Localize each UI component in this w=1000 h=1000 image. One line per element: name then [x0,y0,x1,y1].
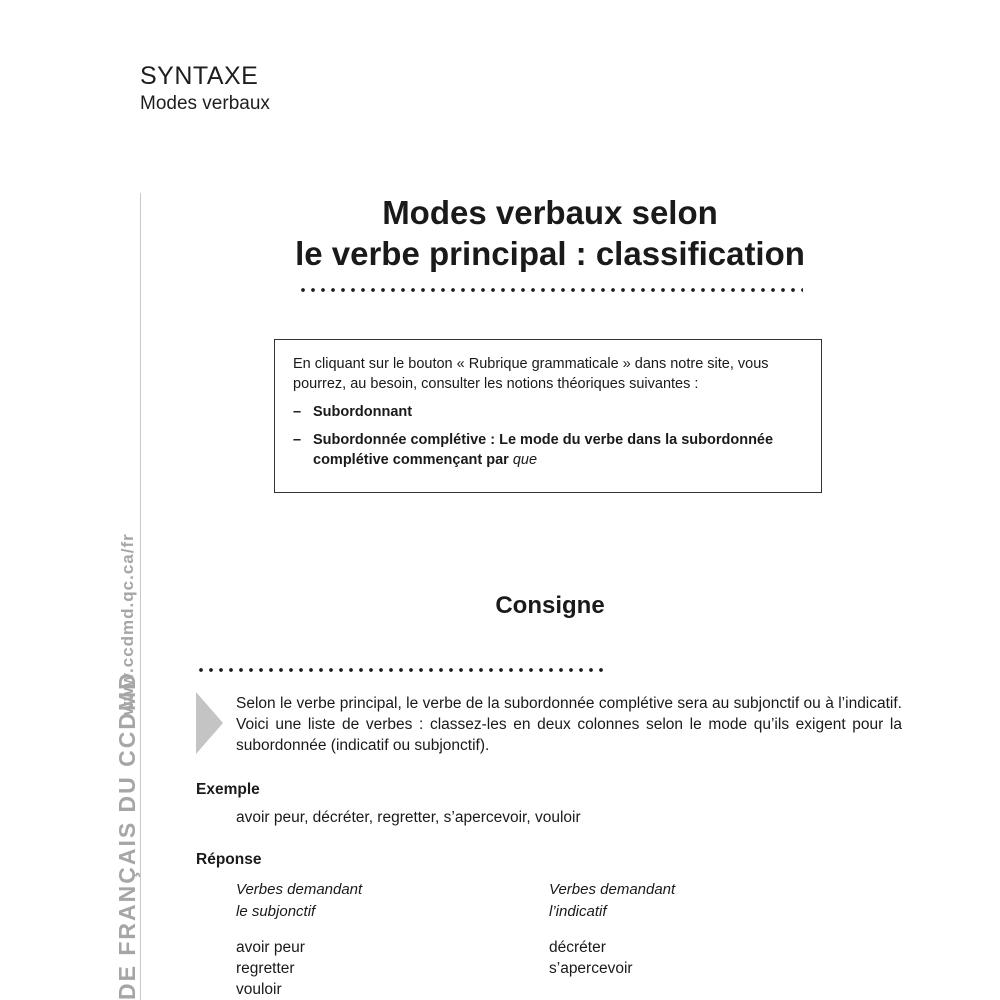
answer-column-heading-subjonctif [236,879,456,923]
notice-intro: En cliquant sur le bouton « Rubrique grammaticale » dans notre site, vous pourrez, au besoin, consulter les notions théoriques suivantes : [293,356,769,392]
list-item: regretter [236,960,295,977]
list-item: vouloir [236,981,282,998]
page-title [240,192,860,274]
notice-item-italic: que [512,452,538,468]
answer-list-subjonctif [236,937,456,1000]
notice-dash: – [293,432,302,448]
answer-label: Réponse [196,851,262,868]
column-heading-line: Verbes demandant [549,881,676,898]
notice-item [293,430,803,470]
page-title-line2: le verbe principal : classification [295,235,805,272]
subsection-heading: Modes verbaux [140,93,270,114]
list-item: décréter [549,939,606,956]
column-heading-line: le subjonctif [236,903,316,920]
answer-column-heading-indicatif [549,879,769,923]
notice-dash: – [293,404,302,420]
column-heading-line: l’indicatif [549,903,607,920]
sidebar-site-url: www.ccdmd.qc.ca/fr [118,533,137,715]
column-heading-line: Verbes demandant [236,881,363,898]
example-label: Exemple [196,781,260,798]
consigne-dotted-rule [196,668,608,672]
answer-list-indicatif [549,937,769,979]
list-item: s’apercevoir [549,960,633,977]
notice-item [293,402,803,422]
list-item: avoir peur [236,939,305,956]
consigne-heading: Consigne [495,592,605,619]
notice-item-text [313,430,803,470]
notice-item-label: Subordonnant [313,404,413,420]
sidebar-collection-name: DE FRANÇAIS DU CCDMD [114,671,140,1000]
notice-item-label: Subordonnée complétive : Le mode du verbe dans la subordonnée complétive commençant par [313,432,774,468]
title-dotted-rule [298,288,803,292]
page-title-line1: Modes verbaux selon [382,194,718,231]
instruction-arrow-icon [196,692,223,754]
section-heading: SYNTAXE [140,62,259,90]
theory-notice-box [274,339,822,493]
instruction-text: Selon le verbe principal, le verbe de la subordonnée complétive sera au subjonctif ou à l’indicatif. Voici une liste de verbes : classez-les en deux colonnes selon le mode qu’ils exigent pour la subordonnée (indicatif ou subjonctif). [236,695,902,754]
example-text: avoir peur, décréter, regretter, s’apercevoir, vouloir [236,809,581,826]
